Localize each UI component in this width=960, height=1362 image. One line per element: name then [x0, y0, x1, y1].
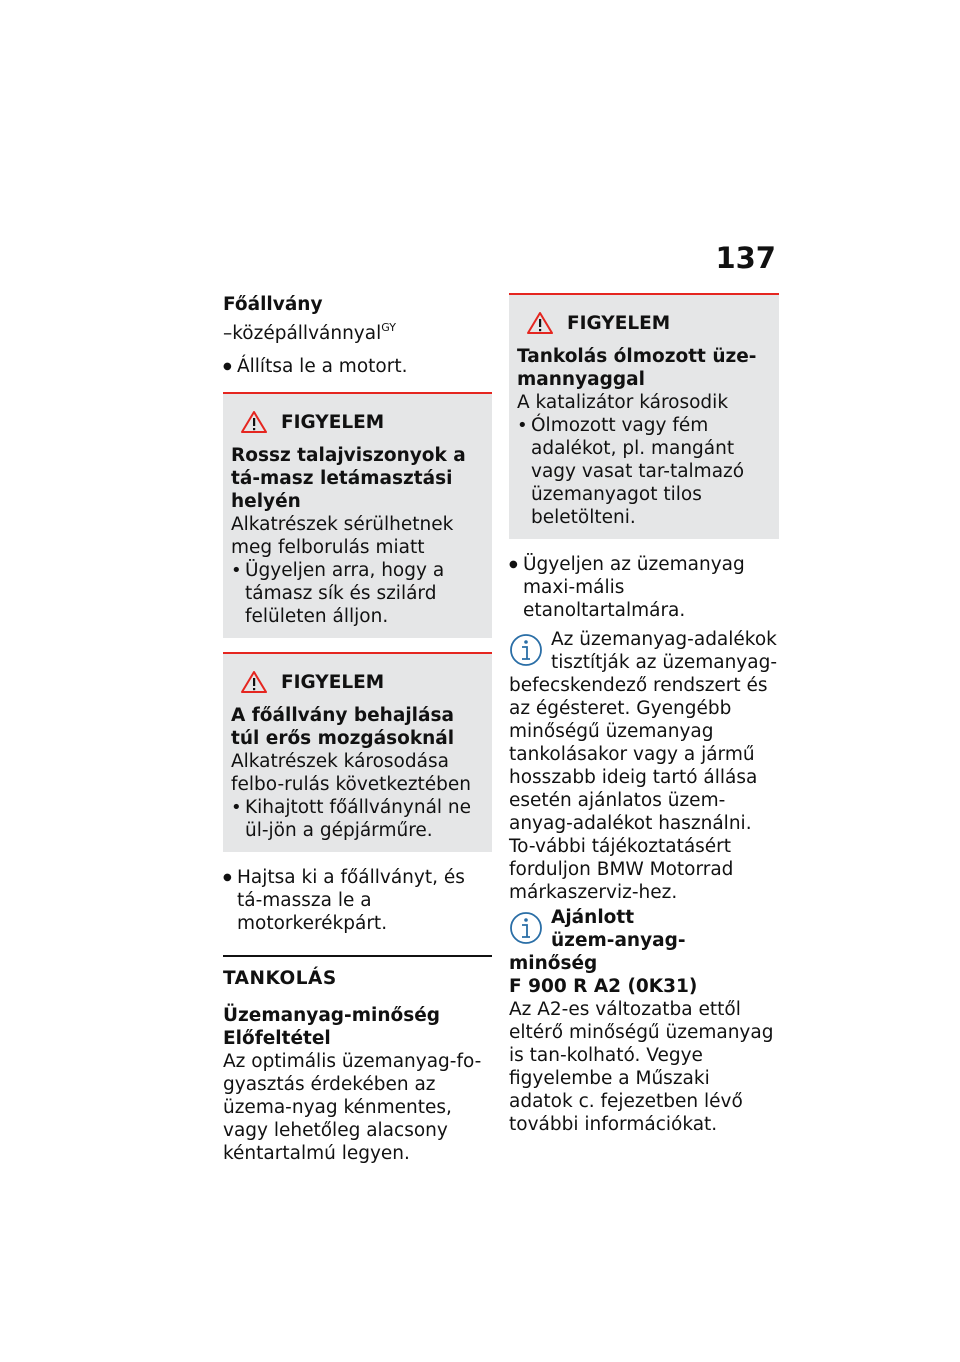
warning-box-ground [223, 392, 492, 638]
right-column [509, 293, 779, 1136]
info-icon [509, 630, 543, 670]
warning-triangle-icon [241, 410, 267, 434]
step-fold-stand: ● Hajtsa ki a főállványt, és tá-massza le a motorkerékpárt. [223, 866, 492, 935]
warning-header [231, 670, 484, 694]
info-recommended-fuel [509, 906, 779, 975]
warning-title: A főállvány behajlása túl erős mozgásoknál [231, 705, 455, 749]
warning-body: Alkatrészek sérülhetnek meg felborulás miatt [231, 514, 454, 558]
variant-sup: GY [381, 321, 396, 334]
model-heading: F 900 R A2 (0K31) [509, 976, 698, 997]
warning-bullet: • Ügyeljen arra, hogy a támasz sík és szilárd felületen álljon. [231, 559, 484, 628]
warning-box-stand [223, 652, 492, 852]
info-title: Ajánlott üzem-anyag-minőség [509, 907, 686, 974]
warning-header [517, 311, 771, 335]
a2-paragraph: Az A2-es változatba ettől eltérő minőségű üzemanyag is tan-kolható. Vegye figyelembe a Műszaki adatok c. fejezetben lévő további információkat. [509, 999, 774, 1135]
step-ethanol: ● Ügyeljen az üzemanyag maxi-mális etanoltartalmára. [509, 553, 779, 622]
warning-body: Alkatrészek károsodása felbo-rulás következtében [231, 751, 472, 795]
warning-box-leaded-fuel [509, 293, 779, 539]
left-column [223, 293, 492, 1165]
warning-triangle-icon [241, 670, 267, 694]
warning-label: FIGYELEM [281, 411, 385, 433]
heading-main-stand: Főállvány [223, 294, 323, 315]
warning-header [231, 410, 484, 434]
subheading-fuel-quality: Üzemanyag-minőség [223, 1005, 441, 1026]
warning-title: Rossz talajviszonyok a tá-masz letámasztási helyén [231, 445, 466, 512]
variant-note [223, 316, 492, 345]
section-title-refuelling: TANKOLÁS [223, 955, 492, 990]
warning-bullet: • Kihajtott főállványnál ne ül-jön a gépjárműre. [231, 796, 484, 842]
info-icon [509, 908, 543, 948]
page-number: 137 [715, 241, 776, 275]
variant-text: –középállvánnyal [223, 323, 382, 344]
subheading-prerequisite: Előfeltétel [223, 1028, 331, 1049]
step-stop-engine: ● Állítsa le a motort. [223, 355, 492, 378]
info-text: Az üzemanyag-adalékok tisztítják az üzemanyag-befecskendező rendszert és az égésteret. Gyengébb minőségű üzemanyag tankolásakor vagy a jármű hosszabb ideig tartó állása esetén ajánlatos üzem-anyag-adalékot használni. To-vábbi tájékoztatásért forduljon BMW Motorrad márkaszerviz-hez. [509, 629, 777, 903]
warning-bullet: • Ólmozott vagy fém adalékot, pl. mangánt vagy vasat tar-talmazó üzemanyagot tilos beletölteni. [517, 414, 771, 529]
warning-label: FIGYELEM [281, 671, 385, 693]
warning-body: A katalizátor károsodik [517, 392, 729, 413]
warning-triangle-icon [527, 311, 553, 335]
warning-title: Tankolás ólmozott üze-mannyaggal [517, 346, 757, 390]
fuel-paragraph: Az optimális üzemanyag-fo-gyasztás érdekében az üzema-nyag kénmentes, vagy lehetőleg alacsony kéntartalmú legyen. [223, 1051, 482, 1164]
info-fuel-additives [509, 628, 779, 904]
warning-label: FIGYELEM [567, 312, 671, 334]
